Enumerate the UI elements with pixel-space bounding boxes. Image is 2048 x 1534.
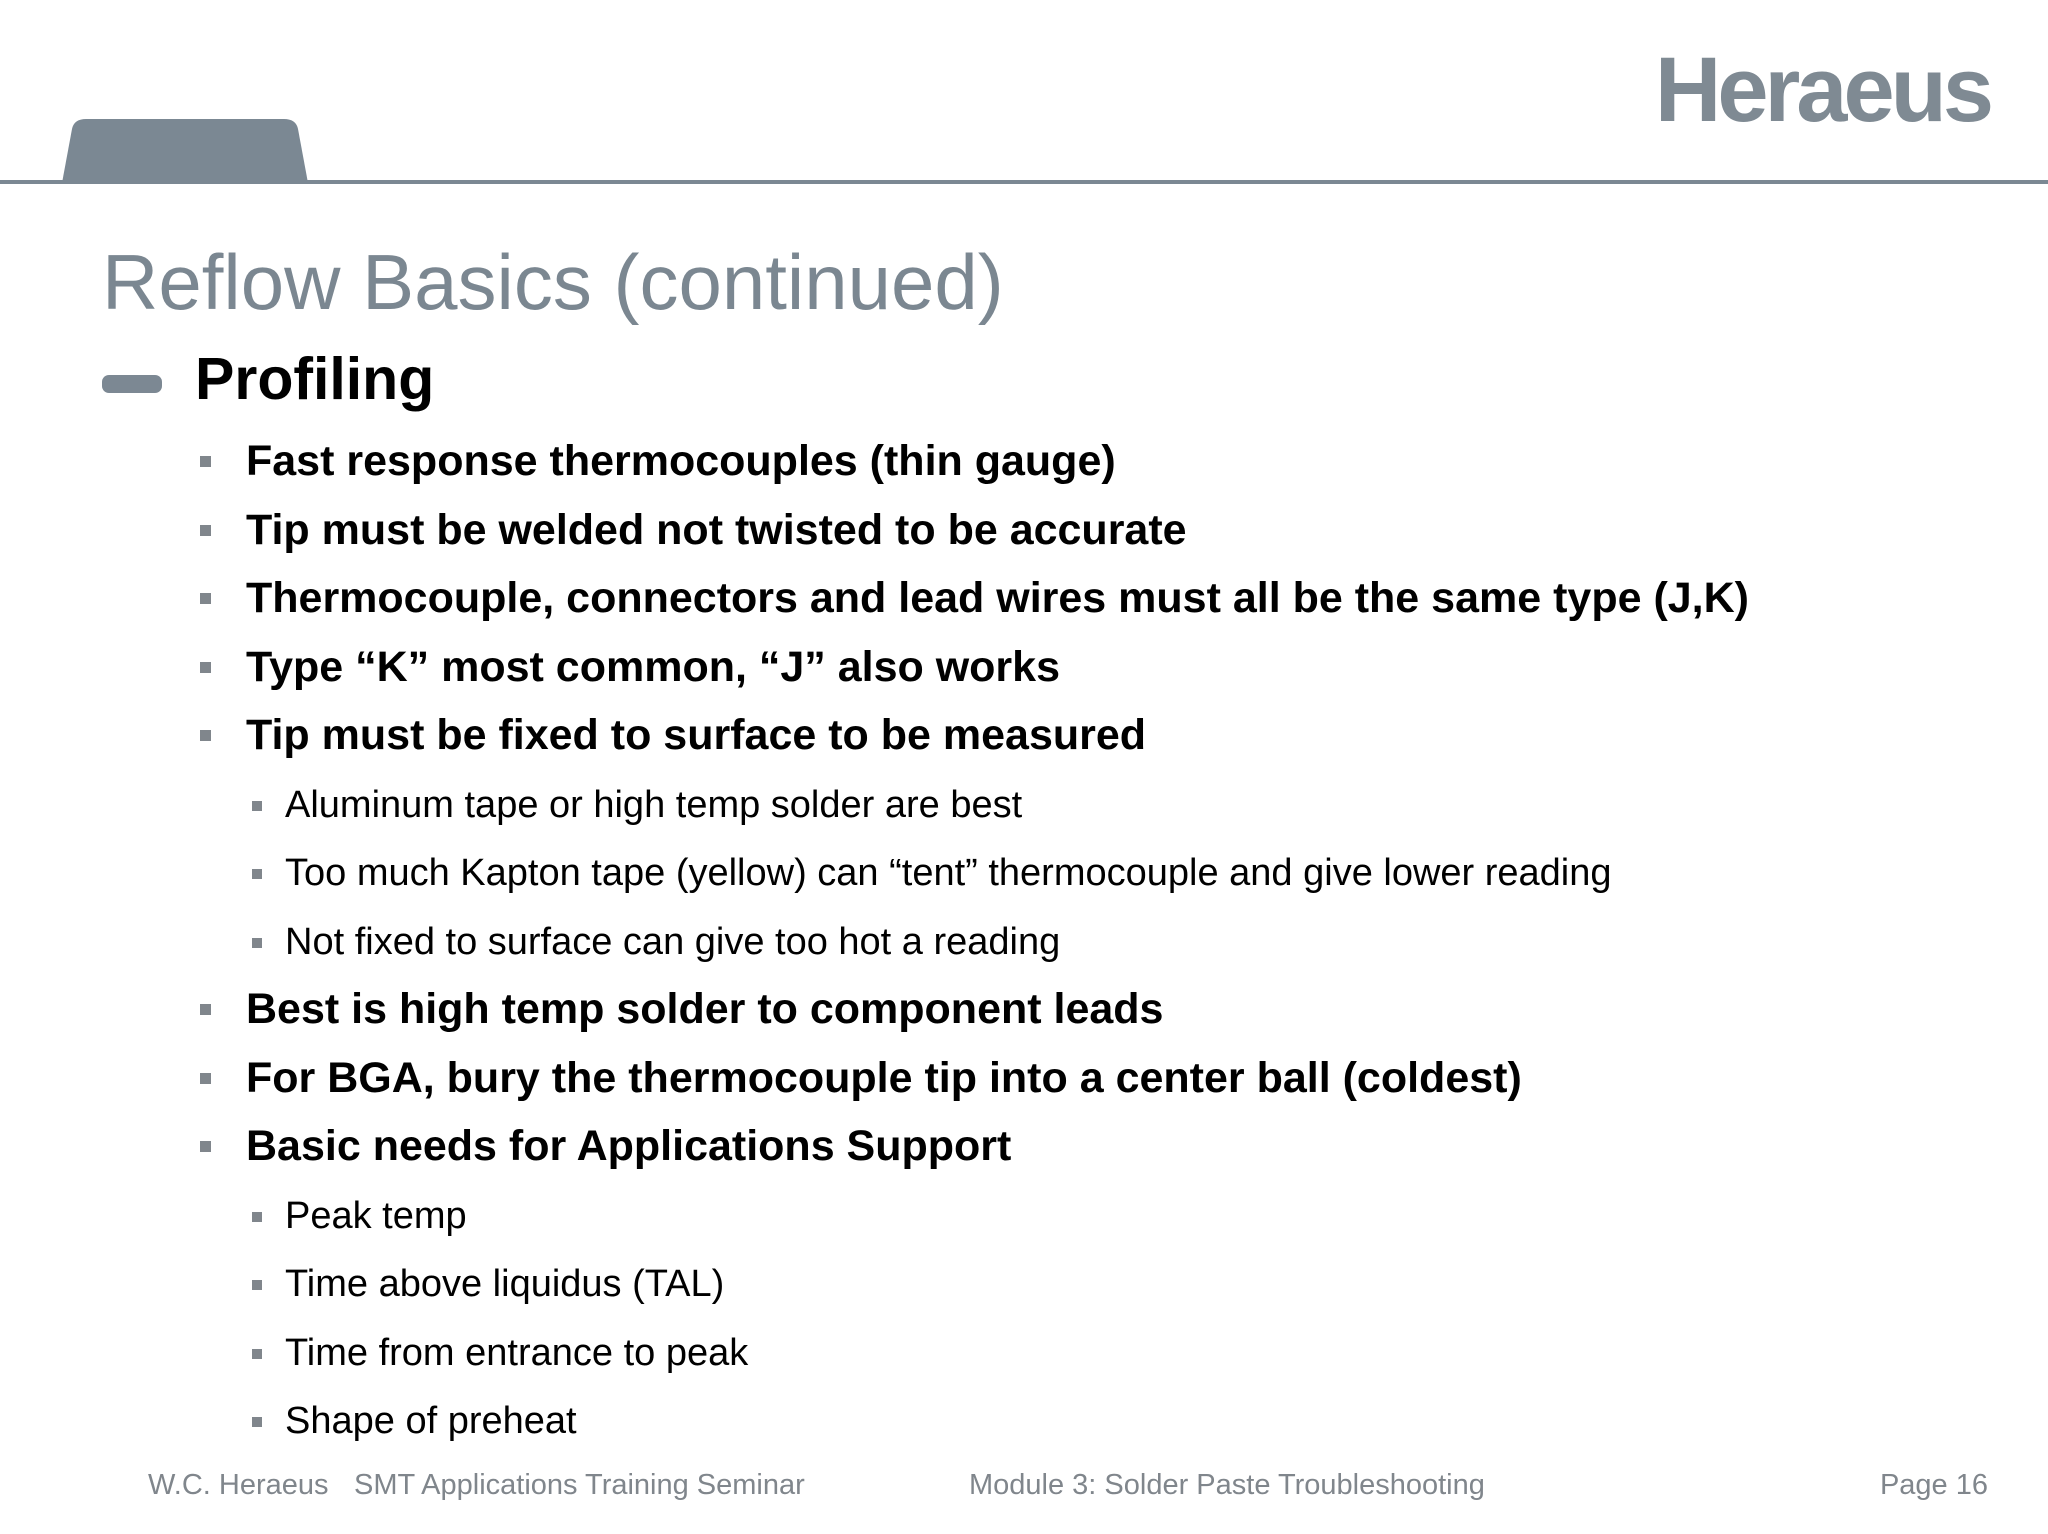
bullet-text: For BGA, bury the thermocouple tip into a center ball (coldest) xyxy=(246,1054,1522,1102)
bullet-text: Best is high temp solder to component leads xyxy=(246,985,1164,1033)
bullet-square-icon xyxy=(252,1417,262,1427)
footer-page-number: Page 16 xyxy=(1879,1469,1988,1501)
bullet-square-icon xyxy=(200,1073,211,1084)
footer-module: Module 3: Solder Paste Troubleshooting xyxy=(969,1469,1485,1501)
bullet-square-icon xyxy=(252,1212,262,1222)
bullet-text: Tip must be fixed to surface to be measured xyxy=(246,711,1147,759)
bullet-text: Type “K” most common, “J” also works xyxy=(246,643,1060,691)
header-tab-shape xyxy=(62,119,308,183)
bullet-square-icon xyxy=(200,1141,211,1152)
bullet-text: Basic needs for Applications Support xyxy=(246,1122,1012,1170)
bullet-text: Time from entrance to peak xyxy=(285,1332,749,1374)
bullet-square-icon xyxy=(200,593,211,604)
bullet-text: Too much Kapton tape (yellow) can “tent” thermocouple and give lower reading xyxy=(285,852,1612,894)
bullet-square-icon xyxy=(200,525,211,536)
heraeus-logo: Heraeus xyxy=(1654,39,1990,141)
slide-title: Reflow Basics (continued) xyxy=(102,238,1004,326)
bullet-text: Peak temp xyxy=(285,1195,467,1237)
bullet-square-icon xyxy=(252,938,262,948)
bullet-square-icon xyxy=(252,1349,262,1359)
bullet-text: Aluminum tape or high temp solder are best xyxy=(285,784,1023,826)
bullet-text: Fast response thermocouples (thin gauge) xyxy=(246,437,1116,485)
bullet-square-icon xyxy=(252,869,262,879)
footer-company: W.C. Heraeus xyxy=(148,1469,329,1501)
bullet-text: Thermocouple, connectors and lead wires must all be the same type (J,K) xyxy=(246,574,1750,622)
bullet-square-icon xyxy=(252,1280,262,1290)
bullet-text: Time above liquidus (TAL) xyxy=(285,1263,725,1305)
section-dash-marker xyxy=(102,375,162,393)
bullet-text: Tip must be welded not twisted to be accurate xyxy=(246,506,1187,554)
section-heading: Profiling xyxy=(195,346,435,412)
bullet-square-icon xyxy=(200,730,211,741)
bullet-square-icon xyxy=(252,801,262,811)
header-rule xyxy=(0,180,2048,184)
bullet-square-icon xyxy=(200,1004,211,1015)
bullet-text: Shape of preheat xyxy=(285,1400,577,1442)
footer-seminar: SMT Applications Training Seminar xyxy=(354,1469,805,1501)
bullet-square-icon xyxy=(200,456,211,467)
bullet-square-icon xyxy=(200,662,211,673)
bullet-text: Not fixed to surface can give too hot a reading xyxy=(285,921,1061,963)
